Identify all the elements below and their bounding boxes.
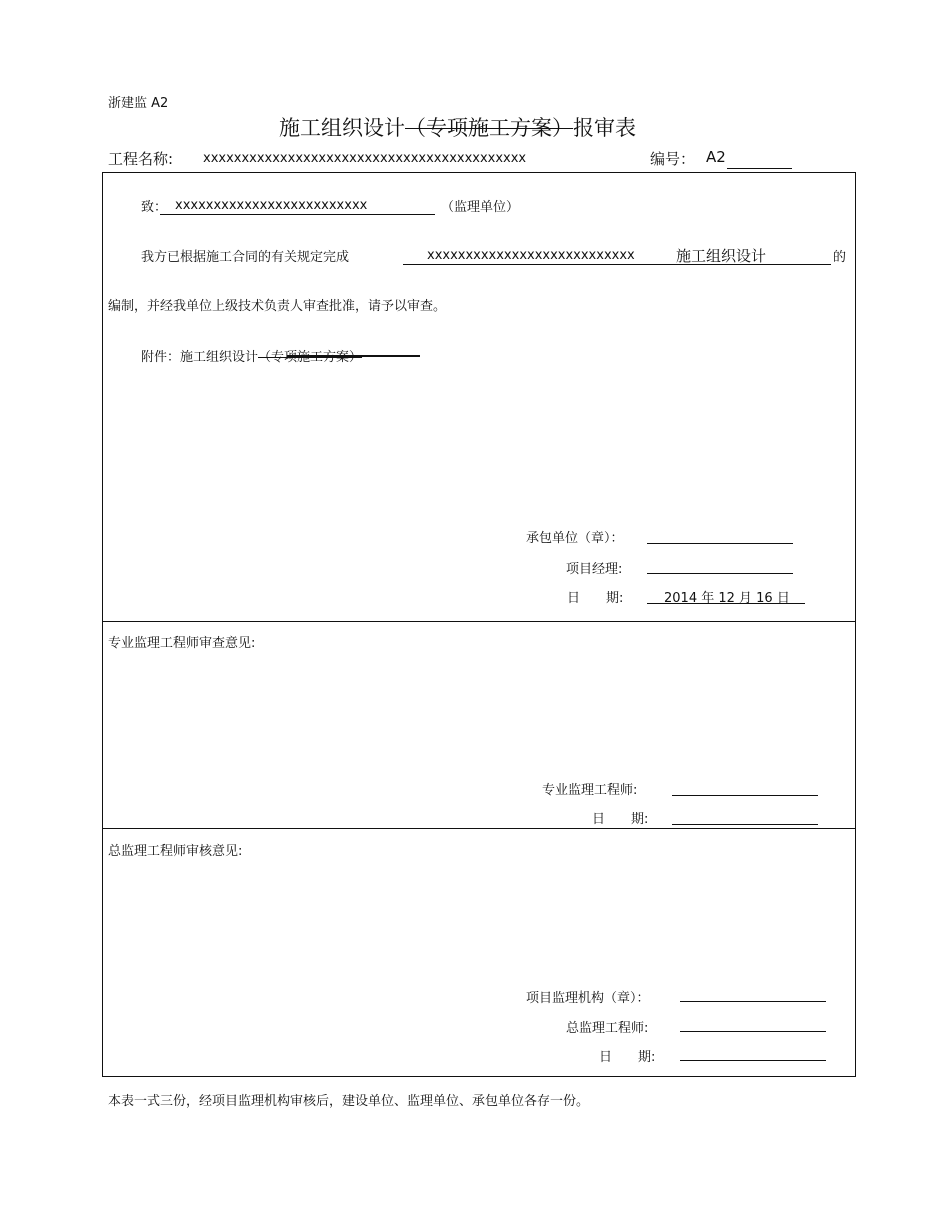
date-field-3[interactable] — [680, 1060, 826, 1061]
body-line-2: 编制，并经我单位上级技术负责人审查批准，请予以审查。 — [108, 299, 447, 314]
date-underline-1 — [647, 603, 805, 604]
date-label-2: 日 期: — [592, 812, 649, 827]
title-end: 报审表 — [573, 116, 636, 140]
chief-field[interactable] — [680, 1031, 826, 1032]
to-underline — [160, 214, 435, 215]
section-divider-2 — [102, 828, 856, 829]
to-suffix: （监理单位） — [441, 200, 520, 215]
date-label-3: 日 期: — [599, 1050, 656, 1065]
date-label-1: 日 期: — [567, 591, 624, 606]
attachment-strike-line — [287, 355, 420, 357]
chief-label: 总监理工程师: — [566, 1021, 649, 1036]
attachment-strike: （专项施工方案） — [258, 350, 363, 365]
body-underline — [403, 264, 831, 265]
number-underline — [727, 168, 792, 169]
chief-opinion-label: 总监理工程师审核意见: — [108, 844, 243, 859]
date-field-2[interactable] — [672, 824, 818, 825]
page-title — [279, 112, 636, 142]
to-label: 致： — [141, 200, 168, 215]
date-value-1[interactable]: 2014 年 12 月 16 日 — [664, 591, 790, 606]
supervisor-label: 专业监理工程师: — [542, 783, 638, 798]
title-main: 施工组织设计 — [279, 116, 405, 140]
project-label: 工程名称: — [108, 150, 174, 168]
manager-field[interactable] — [647, 573, 793, 574]
section-divider-1 — [102, 621, 856, 622]
manager-label: 项目经理: — [566, 562, 623, 577]
body-value-x[interactable]: xxxxxxxxxxxxxxxxxxxxxxxxxxx — [427, 248, 635, 263]
supervisor-opinion-label: 专业监理工程师审查意见: — [108, 636, 256, 651]
project-value[interactable]: xxxxxxxxxxxxxxxxxxxxxxxxxxxxxxxxxxxxxxxxxx — [203, 151, 527, 166]
title-strike: （专项施工方案） — [405, 116, 573, 140]
body-suffix: 的 — [833, 250, 847, 265]
supervisor-field[interactable] — [672, 795, 818, 796]
contractor-field[interactable] — [647, 543, 793, 544]
body-prefix: 我方已根据施工合同的有关规定完成 — [141, 250, 350, 265]
body-value-text[interactable]: 施工组织设计 — [676, 247, 767, 265]
to-value[interactable]: xxxxxxxxxxxxxxxxxxxxxxxxx — [175, 198, 368, 213]
attachment-label: 附件：施工组织设计 — [141, 350, 259, 365]
footer-note: 本表一式三份，经项目监理机构审核后，建设单位、监理单位、承包单位各存一份。 — [108, 1094, 590, 1109]
number-label: 编号： — [650, 150, 696, 168]
contractor-label: 承包单位（章）： — [526, 531, 624, 546]
org-label: 项目监理机构（章）： — [526, 991, 650, 1006]
number-value[interactable]: A2 — [706, 148, 726, 166]
form-code: 浙建监 A2 — [108, 96, 169, 111]
org-field[interactable] — [680, 1001, 826, 1002]
